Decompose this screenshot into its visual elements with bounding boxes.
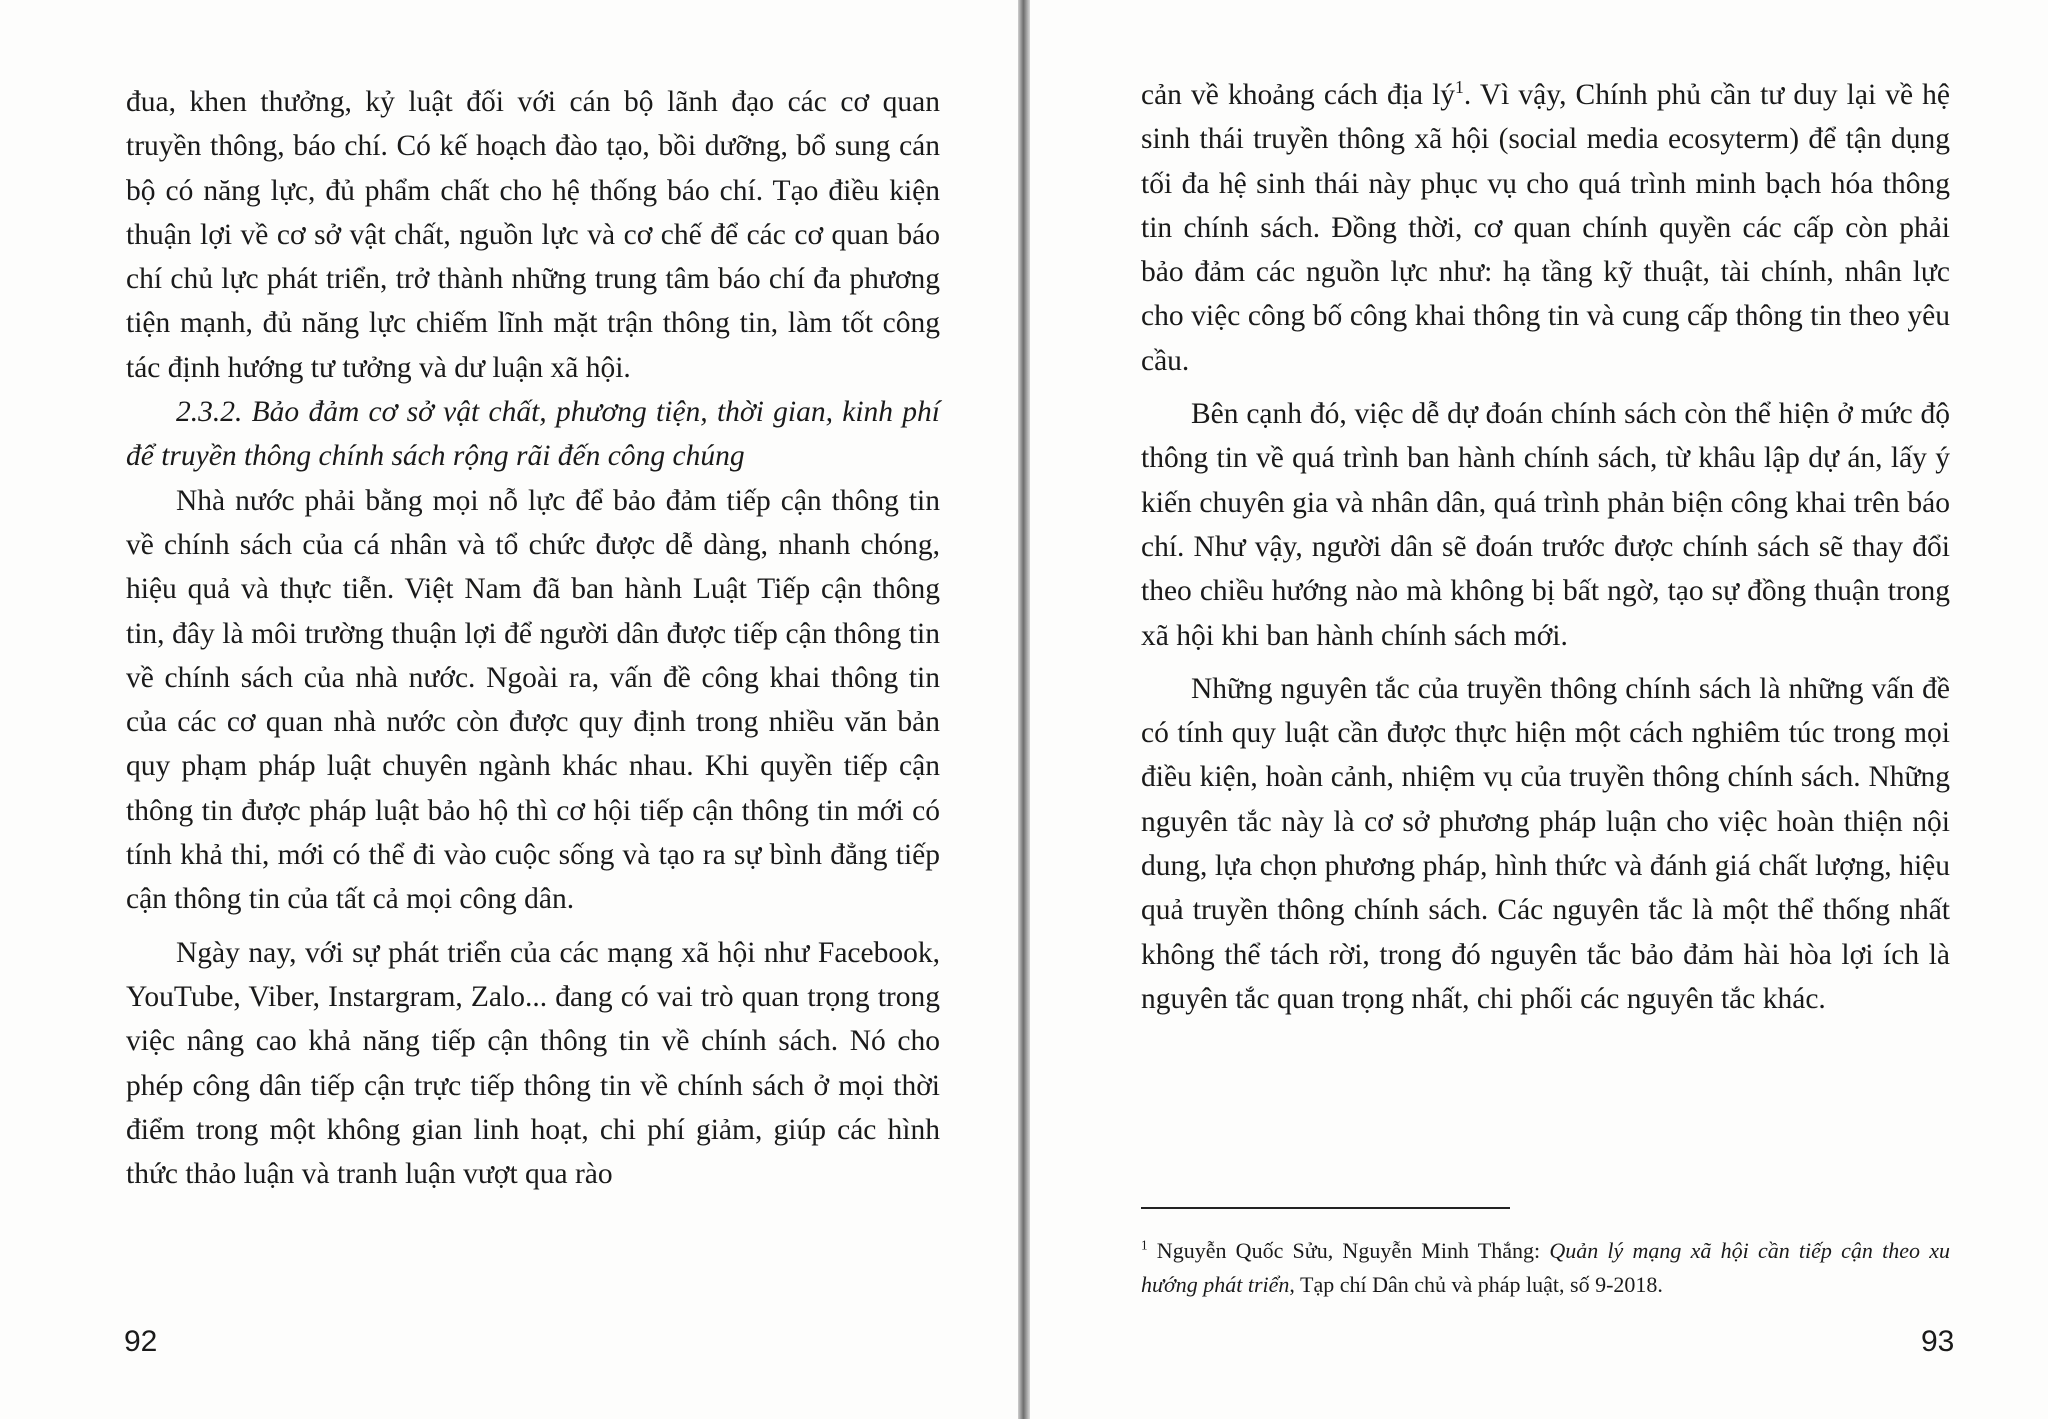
footnote-marker: 1 bbox=[1141, 1237, 1148, 1253]
footnote-authors: Nguyễn Quốc Sửu, Nguyễn Minh Thắng: bbox=[1147, 1238, 1550, 1263]
footnote-source: , Tạp chí Dân chủ và pháp luật, số 9-2018. bbox=[1289, 1272, 1663, 1297]
body-paragraph: Ngày nay, với sự phát triển của các mạng xã hội như Facebook, YouTube, Viber, Instargram, Zalo... đang có vai trò quan trọng trong việc nâng cao khả năng tiếp cận thông tin về chính sách. Nó cho phép công dân tiếp cận trực tiếp thông tin về chính sách ở mọi thời điểm trong một không gian linh hoạt, chi phí giảm, giúp các hình thức thảo luận và tranh luận vượt qua rào bbox=[126, 936, 940, 1191]
footnote-reference[interactable]: 1 bbox=[1455, 77, 1464, 98]
paragraph-text: . Vì vậy, Chính phủ cần tư duy lại về hệ sinh thái truyền thông xã hội (social media ecosyterm) để tận dụng tối đa hệ sinh thái này phục vụ cho quá trình minh bạch hóa thông tin chính sách. Đồng thời, cơ quan chính quyền các cấp còn phải bảo đảm các nguồn lực như: hạ tầng kỹ thuật, tài chính, nhân lực cho việc công bố công khai thông tin và cung cấp thông tin theo yêu cầu. bbox=[1141, 79, 1951, 377]
body-paragraph bbox=[1141, 73, 1950, 383]
book-gutter bbox=[1018, 0, 1030, 1419]
body-paragraph: Nhà nước phải bằng mọi nỗ lực để bảo đảm tiếp cận thông tin về chính sách của cá nhân và tổ chức được dễ dàng, nhanh chóng, hiệu quả và thực tiễn. Việt Nam đã ban hành Luật Tiếp cận thông tin, đây là môi trường thuận lợi để người dân được tiếp cận thông tin về chính sách của nhà nước. Ngoài ra, vấn đề công khai thông tin của các cơ quan nhà nước còn được quy định trong nhiều văn bản quy phạm pháp luật chuyên ngành khác nhau. Khi quyền tiếp cận thông tin được pháp luật bảo hộ thì cơ hội tiếp cận thông tin mới có tính khả thi, mới có thể đi vào cuộc sống và tạo ra sự bình đẳng tiếp cận thông tin của tất cả mọi công dân. bbox=[126, 484, 940, 916]
body-paragraph: đua, khen thưởng, kỷ luật đối với cán bộ lãnh đạo các cơ quan truyền thông, báo chí. Có kế hoạch đào tạo, bồi dưỡng, bổ sung cán bộ có năng lực, đủ phẩm chất cho hệ thống báo chí. Tạo điều kiện thuận lợi về cơ sở vật chất, nguồn lực và cơ chế để các cơ quan báo chí chủ lực phát triển, trở thành những trung tâm báo chí đa phương tiện mạnh, đủ năng lực chiếm lĩnh mặt trận thông tin, làm tốt công tác định hướng tư tưởng và dư luận xã hội. bbox=[126, 86, 940, 384]
right-page bbox=[1030, 0, 2048, 1419]
right-page-body bbox=[1141, 73, 1950, 1021]
paragraph-text: cản về khoảng cách địa lý bbox=[1141, 79, 1456, 111]
page-number: 92 bbox=[124, 1325, 158, 1358]
left-page bbox=[0, 0, 1018, 1419]
page-number: 93 bbox=[1921, 1325, 1955, 1358]
footnote-title: Quản lý mạng xã hội cần tiếp cận theo xu hướng phát triển bbox=[1141, 1238, 1950, 1297]
left-page-body bbox=[126, 80, 940, 1196]
body-paragraph: Bên cạnh đó, việc dễ dự đoán chính sách còn thể hiện ở mức độ thông tin về quá trình ban hành chính sách, từ khâu lập dự án, lấy ý kiến chuyên gia và nhân dân, quá trình phản biện công khai trên báo chí. Như vậy, người dân sẽ đoán trước được chính sách sẽ thay đổi theo chiều hướng nào mà không bị bất ngờ, tạo sự đồng thuận trong xã hội khi ban hành chính sách mới. bbox=[1141, 398, 1950, 652]
section-heading: 2.3.2. Bảo đảm cơ sở vật chất, phương tiện, thời gian, kinh phí để truyền thông chính sách rộng rãi đến công chúng bbox=[126, 396, 940, 473]
footnote-divider bbox=[1141, 1207, 1510, 1209]
footnote bbox=[1141, 1234, 1950, 1302]
body-paragraph: Những nguyên tắc của truyền thông chính sách là những vấn đề có tính quy luật cần được thực hiện một cách nghiêm túc trong mọi điều kiện, hoàn cảnh, nhiệm vụ của truyền thông chính sách. Những nguyên tắc này là cơ sở phương pháp luận cho việc hoàn thiện nội dung, lựa chọn phương pháp, hình thức và đánh giá chất lượng, hiệu quả truyền thông chính sách. Các nguyên tắc là một thể thống nhất không thể tách rời, trong đó nguyên tắc bảo đảm hài hòa lợi ích là nguyên tắc quan trọng nhất, chi phối các nguyên tắc khác. bbox=[1141, 672, 1950, 1015]
